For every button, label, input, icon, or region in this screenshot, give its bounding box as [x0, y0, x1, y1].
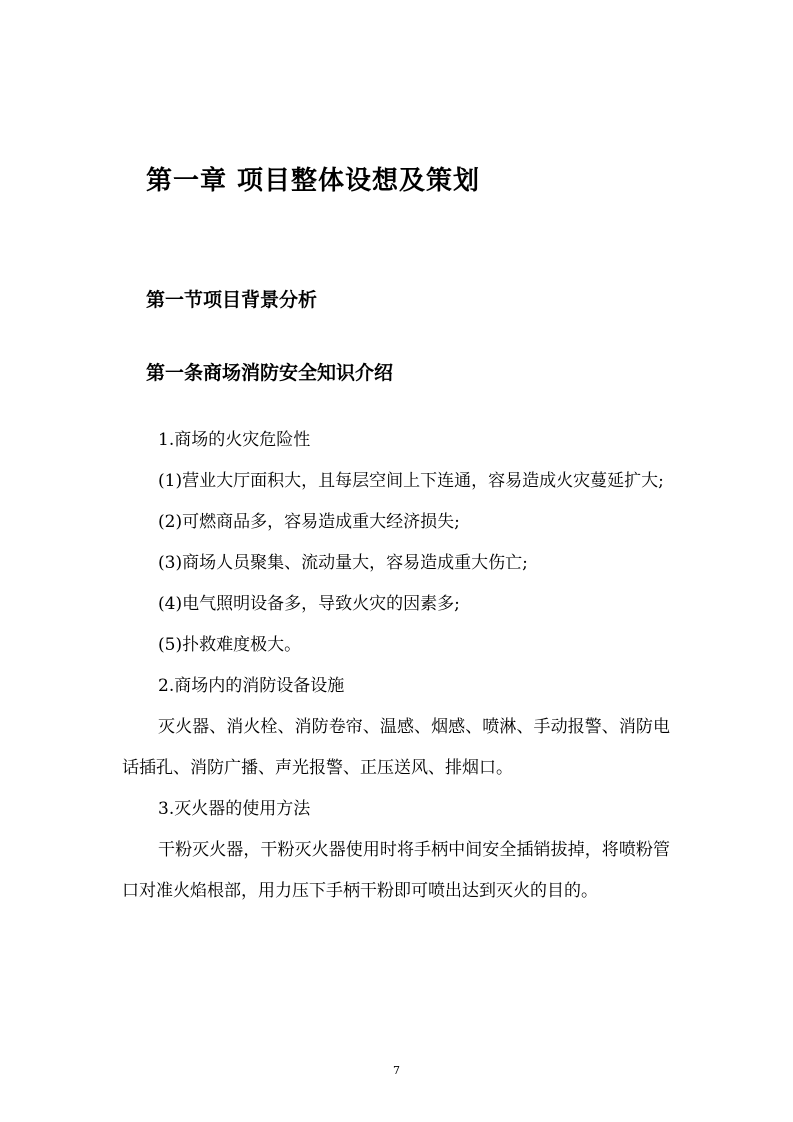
paragraph-item-2: (2)可燃商品多，容易造成重大经济损失;: [158, 512, 460, 532]
subheading-extinguisher-usage: 3.灭火器的使用方法: [158, 799, 311, 819]
chapter-title: 第一章 项目整体设想及策划: [146, 166, 481, 196]
subheading-fire-equipment: 2.商场内的消防设备设施: [158, 676, 345, 696]
body-text: [122, 420, 670, 912]
section-title: 第一节项目背景分析: [146, 289, 318, 311]
page-number: 7: [393, 1064, 400, 1077]
paragraph-extinguisher-usage: 干粉灭火器，干粉灭火器使用时将手柄中间安全插销拔掉，将喷粉管口对准火焰根部，用力压下手柄干粉即可喷出达到灭火的目的。: [122, 840, 670, 901]
subheading-fire-hazards: 1.商场的火灾危险性: [158, 430, 311, 450]
paragraph-item-5: (5)扑救难度极大。: [158, 635, 302, 655]
paragraph-item-4: (4)电气照明设备多，导致火灾的因素多;: [158, 594, 460, 614]
paragraph-equipment-list: 灭火器、消火栓、消防卷帘、温感、烟感、喷淋、手动报警、消防电话插孔、消防广播、声光报警、正压送风、排烟口。: [122, 717, 670, 778]
article-title: 第一条商场消防安全知识介绍: [146, 362, 394, 384]
paragraph-item-3: (3)商场人员聚集、流动量大，容易造成重大伤亡;: [158, 553, 528, 573]
paragraph-item-1: (1)营业大厅面积大，且每层空间上下连通，容易造成火灾蔓延扩大;: [158, 471, 664, 491]
